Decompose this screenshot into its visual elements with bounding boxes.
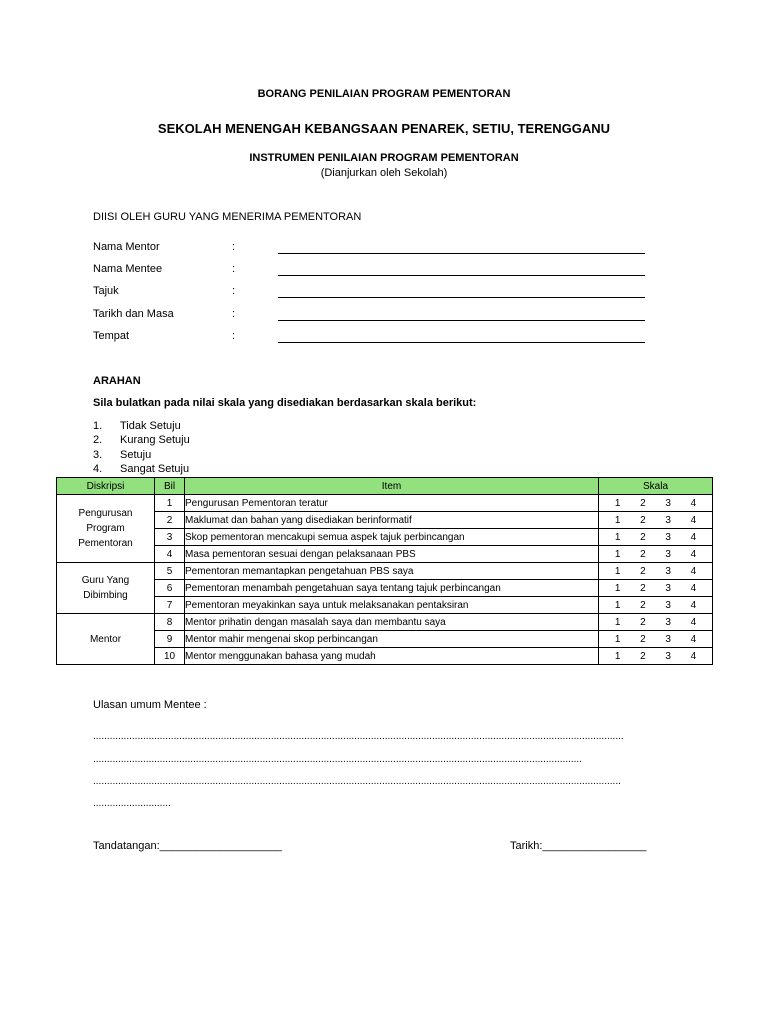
row-bil: 7: [155, 597, 185, 614]
row-scale[interactable]: [599, 512, 713, 529]
scale-option[interactable]: 4: [690, 565, 697, 577]
group-label-text: Pengurusan Program Pementoran: [78, 508, 133, 549]
row-bil: 4: [155, 546, 185, 563]
scale-option[interactable]: 3: [665, 582, 671, 594]
scale-option[interactable]: 2: [640, 599, 646, 611]
row-item: Pementoran menambah pengetahuan saya tentang tajuk perbincangan: [185, 580, 599, 597]
evaluation-table: [56, 477, 713, 665]
field-line-mentee[interactable]: [278, 275, 645, 276]
scale-option[interactable]: 3: [665, 531, 671, 543]
scale-num: 1.: [93, 420, 103, 432]
row-scale[interactable]: [599, 580, 713, 597]
table-row: [57, 512, 713, 529]
field-line-tarikh-masa[interactable]: [278, 320, 645, 321]
table-row: [57, 495, 713, 512]
instructions-text: Sila bulatkan pada nilai skala yang disediakan berdasarkan skala berikut:: [93, 397, 477, 409]
row-item: Mentor mahir mengenai skop perbincangan: [185, 631, 599, 648]
scale-option[interactable]: 3: [665, 650, 671, 662]
table-header-row: [57, 478, 713, 495]
scale-option[interactable]: 4: [690, 599, 697, 611]
row-scale[interactable]: [599, 648, 713, 665]
scale-option[interactable]: 1: [614, 514, 621, 526]
row-item: Maklumat dan bahan yang disediakan berinformatif: [185, 512, 599, 529]
row-item: Mentor menggunakan bahasa yang mudah: [185, 648, 599, 665]
field-colon: :: [232, 241, 236, 253]
review-label: Ulasan umum Mentee :: [93, 699, 207, 711]
scale-option[interactable]: 4: [690, 633, 697, 645]
scale-option[interactable]: 1: [614, 565, 621, 577]
scale-option[interactable]: 3: [665, 497, 671, 509]
row-bil: 2: [155, 512, 185, 529]
scale-option[interactable]: 1: [614, 531, 621, 543]
table-row: [57, 563, 713, 580]
scale-option[interactable]: 3: [665, 514, 671, 526]
instrument-title: INSTRUMEN PENILAIAN PROGRAM PEMENTORAN: [249, 152, 519, 164]
header-item: Item: [185, 478, 599, 495]
scale-label: Sangat Setuju: [120, 463, 190, 475]
scale-option[interactable]: 1: [614, 616, 621, 628]
field-colon: :: [232, 285, 236, 297]
scale-label: Setuju: [120, 449, 152, 461]
scale-option[interactable]: 2: [640, 531, 646, 543]
review-line-3[interactable]: ..............................................................................................................................................................................................: [93, 776, 621, 787]
table-row: [57, 597, 713, 614]
field-label-tajuk: Tajuk: [93, 285, 119, 297]
recommended-note: (Dianjurkan oleh Sekolah): [320, 167, 448, 179]
scale-option[interactable]: 2: [640, 582, 646, 594]
scale-option[interactable]: 1: [614, 497, 621, 509]
scale-num: 4.: [93, 463, 103, 475]
table-row: [57, 580, 713, 597]
field-colon: :: [232, 308, 236, 320]
table-row: [57, 546, 713, 563]
row-item: Masa pementoran sesuai dengan pelaksanaan PBS: [185, 546, 599, 563]
field-line-tajuk[interactable]: [278, 297, 645, 298]
scale-option[interactable]: 1: [614, 633, 621, 645]
field-label-mentor: Nama Mentor: [93, 241, 160, 253]
scale-option[interactable]: 4: [690, 548, 697, 560]
scale-option[interactable]: 2: [640, 514, 646, 526]
row-scale[interactable]: [599, 529, 713, 546]
scale-label: Tidak Setuju: [120, 420, 181, 432]
row-bil: 10: [155, 648, 185, 665]
scale-label: Kurang Setuju: [120, 434, 190, 446]
row-bil: 1: [155, 495, 185, 512]
scale-option[interactable]: 1: [614, 599, 621, 611]
scale-option[interactable]: 2: [640, 616, 646, 628]
scale-option[interactable]: 2: [640, 633, 646, 645]
table-row: [57, 614, 713, 631]
signature-field[interactable]: Tandatangan:____________________: [93, 840, 283, 852]
scale-option[interactable]: 1: [614, 548, 621, 560]
scale-option[interactable]: 2: [640, 548, 646, 560]
scale-option[interactable]: 2: [640, 565, 646, 577]
scale-option[interactable]: 4: [690, 514, 697, 526]
row-bil: 6: [155, 580, 185, 597]
scale-option[interactable]: 4: [690, 497, 697, 509]
intro-text: DIISI OLEH GURU YANG MENERIMA PEMENTORAN: [93, 211, 362, 223]
table-row: [57, 631, 713, 648]
row-item: Pementoran memantapkan pengetahuan PBS saya: [185, 563, 599, 580]
field-label-mentee: Nama Mentee: [93, 263, 163, 275]
row-bil: 9: [155, 631, 185, 648]
header-diskripsi: Diskripsi: [57, 478, 155, 495]
row-item: Mentor prihatin dengan masalah saya dan membantu saya: [185, 614, 599, 631]
school-name: SEKOLAH MENENGAH KEBANGSAAN PENAREK, SETIU, TERENGGANU: [157, 121, 611, 136]
scale-option[interactable]: 3: [665, 633, 671, 645]
group-label: Mentor: [57, 614, 155, 665]
table-row: [57, 648, 713, 665]
header-skala: Skala: [599, 478, 713, 495]
field-colon: :: [232, 263, 236, 275]
row-scale[interactable]: [599, 563, 713, 580]
field-colon: :: [232, 330, 236, 342]
review-line-2[interactable]: ................................................................................................................................................................................: [93, 754, 582, 765]
row-scale[interactable]: [599, 597, 713, 614]
row-scale[interactable]: [599, 495, 713, 512]
row-scale[interactable]: [599, 631, 713, 648]
scale-option[interactable]: 3: [665, 548, 671, 560]
field-line-tempat[interactable]: [278, 342, 645, 343]
scale-option[interactable]: 2: [640, 497, 646, 509]
field-line-mentor[interactable]: [278, 253, 645, 254]
scale-option[interactable]: 3: [665, 616, 671, 628]
row-bil: 8: [155, 614, 185, 631]
review-line-4[interactable]: ............................: [93, 798, 171, 809]
row-bil: 3: [155, 529, 185, 546]
row-scale[interactable]: [599, 614, 713, 631]
group-label: [57, 495, 155, 563]
row-bil: 5: [155, 563, 185, 580]
scale-num: 3.: [93, 449, 103, 461]
review-line-1[interactable]: ...............................................................................................................................................................................................: [93, 731, 624, 742]
field-label-tarikh-masa: Tarikh dan Masa: [93, 308, 174, 320]
scale-option[interactable]: 3: [665, 599, 671, 611]
scale-option[interactable]: 1: [614, 582, 621, 594]
scale-option[interactable]: 1: [614, 650, 621, 662]
scale-option[interactable]: 4: [690, 531, 697, 543]
date-field[interactable]: Tarikh:_________________: [510, 840, 647, 852]
scale-option[interactable]: 3: [665, 565, 671, 577]
table-row: [57, 529, 713, 546]
header-bil: Bil: [155, 478, 185, 495]
scale-option[interactable]: 4: [690, 650, 697, 662]
row-item: Skop pementoran mencakupi semua aspek tajuk perbincangan: [185, 529, 599, 546]
scale-option[interactable]: 4: [690, 616, 697, 628]
row-scale[interactable]: [599, 546, 713, 563]
scale-option[interactable]: 2: [640, 650, 646, 662]
row-item: Pengurusan Pementoran teratur: [185, 495, 599, 512]
scale-option[interactable]: 4: [690, 582, 697, 594]
row-item: Pementoran meyakinkan saya untuk melaksanakan pentaksiran: [185, 597, 599, 614]
field-label-tempat: Tempat: [93, 330, 130, 342]
scale-num: 2.: [93, 434, 103, 446]
form-title: BORANG PENILAIAN PROGRAM PEMENTORAN: [257, 88, 511, 100]
group-label: [57, 563, 155, 614]
group-label-text: Guru Yang Dibimbing: [81, 575, 130, 601]
instructions-heading: ARAHAN: [93, 375, 141, 387]
